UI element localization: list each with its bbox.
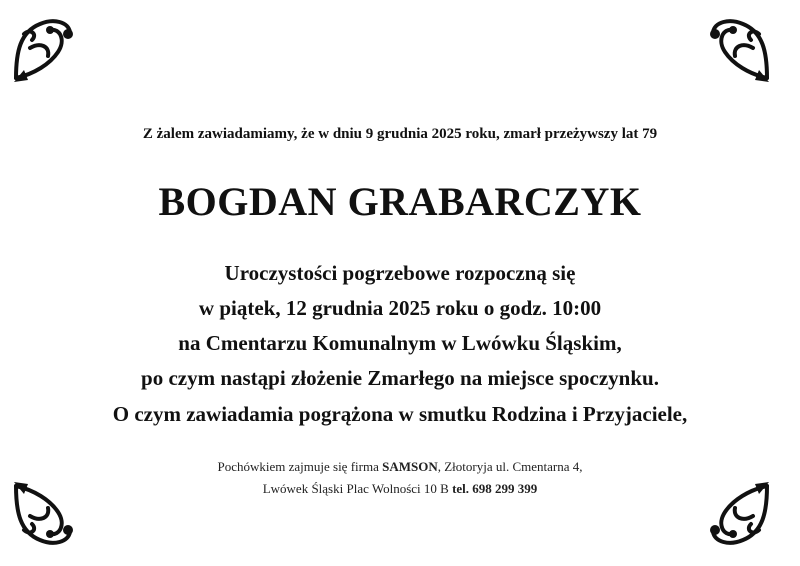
- funeral-home-address-1: , Złotoryja ul. Cmentarna 4,: [437, 459, 583, 474]
- flourish-corner-icon: [707, 12, 773, 84]
- funeral-home-phone: tel. 698 299 399: [452, 481, 538, 496]
- ornament-top-right-icon: [707, 12, 773, 84]
- funeral-home-address-2: Lwówek Śląski Plac Wolności 10 B: [262, 481, 453, 496]
- ceremony-line-4: po czym nastąpi złożenie Zmarłego na miejsce spoczynku.: [141, 366, 659, 390]
- funeral-home-address-line: [0, 481, 800, 497]
- funeral-home-prefix: Pochówkiem zajmuje się firma: [217, 459, 383, 474]
- ornament-top-left-icon: [10, 12, 76, 84]
- ceremony-line-3: na Cmentarzu Komunalnym w Lwówku Śląskim,: [178, 331, 622, 355]
- family-text: O czym zawiadamia pogrążona w smutku Rodzina i Przyjaciele,: [112, 402, 688, 426]
- flourish-corner-icon: [10, 12, 76, 84]
- ceremony-line-2: w piątek, 12 grudnia 2025 roku o godz. 10:00: [198, 296, 602, 320]
- intro-text: Z żalem zawiadamiamy, że w dniu 9 grudnia 2025 roku, zmarł przeżywszy lat 79: [142, 126, 658, 142]
- deceased-name: BOGDAN GRABARCZYK: [158, 179, 642, 224]
- funeral-home-company: SAMSON: [382, 459, 438, 474]
- funeral-home-line: [0, 459, 800, 475]
- ceremony-line-1: Uroczystości pogrzebowe rozpoczną się: [224, 261, 576, 285]
